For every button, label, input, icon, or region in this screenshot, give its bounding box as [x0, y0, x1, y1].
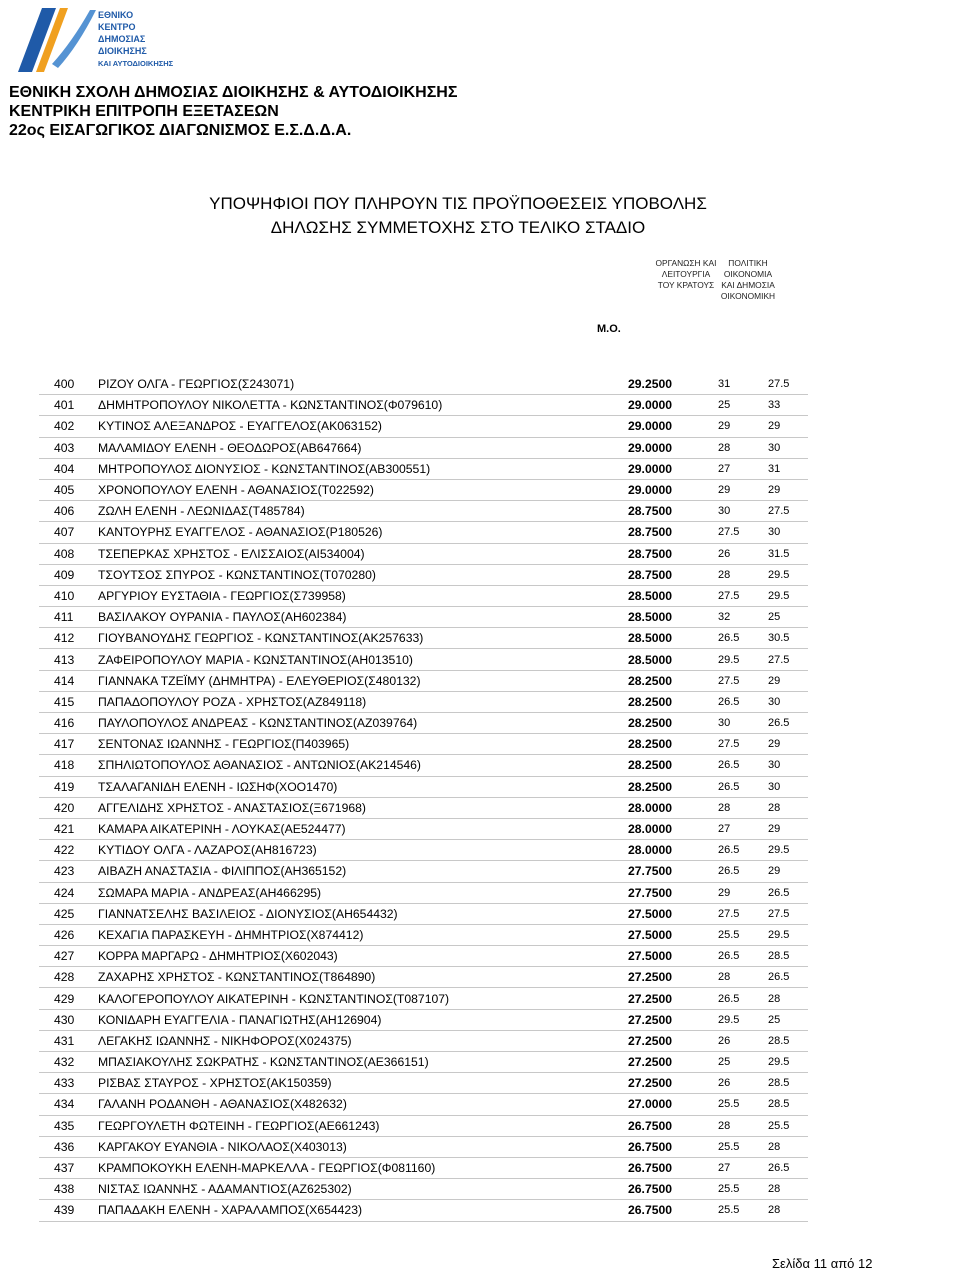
candidates-table — [39, 374, 808, 1222]
score-economics: 33 — [768, 395, 808, 416]
table-row — [39, 395, 808, 416]
row-number: 418 — [39, 755, 98, 776]
table-row — [39, 840, 808, 861]
score-economics: 29.5 — [768, 924, 808, 945]
score-organization: 28 — [718, 564, 768, 585]
score-organization: 26.5 — [718, 691, 768, 712]
table-row — [39, 479, 808, 500]
table-row — [39, 818, 808, 839]
score-economics: 28 — [768, 1200, 808, 1221]
row-number: 430 — [39, 1009, 98, 1030]
candidate-name: ΚΟΝΙΔΑΡΗ ΕΥΑΓΓΕΛΙΑ - ΠΑΝΑΓΙΩΤΗΣ(ΑΗ126904) — [98, 1009, 628, 1030]
row-number: 422 — [39, 840, 98, 861]
average-score: 28.2500 — [628, 691, 718, 712]
average-score: 28.2500 — [628, 713, 718, 734]
row-number: 405 — [39, 479, 98, 500]
table-row — [39, 988, 808, 1009]
row-number: 402 — [39, 416, 98, 437]
score-organization: 31 — [718, 374, 768, 395]
score-economics: 31.5 — [768, 543, 808, 564]
row-number: 400 — [39, 374, 98, 395]
column-header-economics: ΠΟΛΙΤΙΚΗ ΟΙΚΟΝΟΜΙΑ ΚΑΙ ΔΗΜΟΣΙΑ ΟΙΚΟΝΟΜΙΚΗ — [720, 258, 776, 301]
average-score: 26.7500 — [628, 1157, 718, 1178]
average-score: 28.7500 — [628, 564, 718, 585]
table-row — [39, 882, 808, 903]
score-organization: 28 — [718, 797, 768, 818]
candidate-name: ΜΑΛΑΜΙΔΟΥ ΕΛΕΝΗ - ΘΕΟΔΩΡΟΣ(ΑΒ647664) — [98, 437, 628, 458]
score-organization: 26 — [718, 1073, 768, 1094]
score-organization: 27.5 — [718, 522, 768, 543]
candidate-name: ΑΙΒΑΖΗ ΑΝΑΣΤΑΣΙΑ - ΦΙΛΙΠΠΟΣ(ΑΗ365152) — [98, 861, 628, 882]
row-number: 434 — [39, 1094, 98, 1115]
score-organization: 25.5 — [718, 1200, 768, 1221]
svg-text:ΚΕΝΤΡΟ: ΚΕΝΤΡΟ — [98, 22, 136, 32]
score-economics: 26.5 — [768, 713, 808, 734]
score-economics: 27.5 — [768, 649, 808, 670]
row-number: 419 — [39, 776, 98, 797]
row-number: 404 — [39, 458, 98, 479]
score-economics: 25 — [768, 1009, 808, 1030]
score-organization: 27.5 — [718, 734, 768, 755]
svg-text:ΔΗΜΟΣΙΑΣ: ΔΗΜΟΣΙΑΣ — [98, 34, 146, 44]
score-organization: 27.5 — [718, 903, 768, 924]
score-organization: 29.5 — [718, 1009, 768, 1030]
average-score: 28.2500 — [628, 734, 718, 755]
row-number: 414 — [39, 670, 98, 691]
score-economics: 25.5 — [768, 1115, 808, 1136]
score-economics: 29 — [768, 861, 808, 882]
candidate-name: ΚΡΑΜΠΟΚΟΥΚΗ ΕΛΕΝΗ-ΜΑΡΚΕΛΛΑ - ΓΕΩΡΓΙΟΣ(Φ081160) — [98, 1157, 628, 1178]
candidate-name: ΡΙΖΟΥ ΟΛΓΑ - ΓΕΩΡΓΙΟΣ(Σ243071) — [98, 374, 628, 395]
table-row — [39, 416, 808, 437]
score-economics: 28 — [768, 1136, 808, 1157]
svg-text:ΕΘΝΙΚΟ: ΕΘΝΙΚΟ — [98, 10, 134, 20]
average-score: 29.0000 — [628, 395, 718, 416]
score-organization: 25.5 — [718, 1094, 768, 1115]
candidate-name: ΣΕΝΤΟΝΑΣ ΙΩΑΝΝΗΣ - ΓΕΩΡΓΙΟΣ(Π403965) — [98, 734, 628, 755]
average-score: 27.2500 — [628, 967, 718, 988]
candidate-name: ΚΥΤΙΝΟΣ ΑΛΕΞΑΝΔΡΟΣ - ΕΥΑΓΓΕΛΟΣ(ΑΚ063152) — [98, 416, 628, 437]
table-row — [39, 734, 808, 755]
average-score: 29.0000 — [628, 479, 718, 500]
candidate-name: ΠΑΠΑΔΟΠΟΥΛΟΥ ΡΟΖΑ - ΧΡΗΣΤΟΣ(ΑΖ849118) — [98, 691, 628, 712]
score-economics: 26.5 — [768, 882, 808, 903]
score-organization: 27 — [718, 818, 768, 839]
candidate-name: ΛΕΓΑΚΗΣ ΙΩΑΝΝΗΣ - ΝΙΚΗΦΟΡΟΣ(Χ024375) — [98, 1030, 628, 1051]
score-organization: 27.5 — [718, 670, 768, 691]
score-organization: 27 — [718, 458, 768, 479]
score-organization: 26.5 — [718, 776, 768, 797]
table-row — [39, 585, 808, 606]
row-number: 427 — [39, 946, 98, 967]
row-number: 436 — [39, 1136, 98, 1157]
score-economics: 29 — [768, 416, 808, 437]
table-row — [39, 797, 808, 818]
column-header-average: Μ.Ο. — [597, 323, 621, 335]
candidate-name: ΓΙΑΝΝΑΚΑ ΤΖΕΪΜΥ (ΔΗΜΗΤΡΑ) - ΕΛΕΥΘΕΡΙΟΣ(Σ480132) — [98, 670, 628, 691]
average-score: 28.2500 — [628, 755, 718, 776]
average-score: 28.5000 — [628, 649, 718, 670]
table-row — [39, 713, 808, 734]
average-score: 27.2500 — [628, 1030, 718, 1051]
score-economics: 29.5 — [768, 564, 808, 585]
average-score: 27.2500 — [628, 1052, 718, 1073]
row-number: 408 — [39, 543, 98, 564]
candidate-name: ΚΑΡΓΑΚΟΥ ΕΥΑΝΘΙΑ - ΝΙΚΟΛΑΟΣ(Χ403013) — [98, 1136, 628, 1157]
row-number: 413 — [39, 649, 98, 670]
score-economics: 28.5 — [768, 1094, 808, 1115]
average-score: 28.5000 — [628, 607, 718, 628]
score-organization: 29 — [718, 882, 768, 903]
score-economics: 28.5 — [768, 1073, 808, 1094]
score-economics: 28 — [768, 1179, 808, 1200]
score-organization: 30 — [718, 713, 768, 734]
row-number: 429 — [39, 988, 98, 1009]
table-row — [39, 691, 808, 712]
row-number: 407 — [39, 522, 98, 543]
candidate-name: ΜΠΑΣΙΑΚΟΥΛΗΣ ΣΩΚΡΑΤΗΣ - ΚΩΝΣΤΑΝΤΙΝΟΣ(ΑΕ366151) — [98, 1052, 628, 1073]
candidate-name: ΖΑΦΕΙΡΟΠΟΥΛΟΥ ΜΑΡΙΑ - ΚΩΝΣΤΑΝΤΙΝΟΣ(ΑΗ013510) — [98, 649, 628, 670]
average-score: 28.7500 — [628, 501, 718, 522]
candidate-name: ΖΑΧΑΡΗΣ ΧΡΗΣΤΟΣ - ΚΩΝΣΤΑΝΤΙΝΟΣ(Τ864890) — [98, 967, 628, 988]
svg-text:ΔΙΟΙΚΗΣΗΣ: ΔΙΟΙΚΗΣΗΣ — [98, 46, 147, 56]
column-header-organization: ΟΡΓΑΝΩΣΗ ΚΑΙ ΛΕΙΤΟΥΡΓΙΑ ΤΟΥ ΚΡΑΤΟΥΣ — [655, 258, 717, 290]
score-organization: 28 — [718, 1115, 768, 1136]
candidate-name: ΓΙΑΝΝΑΤΣΕΛΗΣ ΒΑΣΙΛΕΙΟΣ - ΔΙΟΝΥΣΙΟΣ(ΑΗ654432) — [98, 903, 628, 924]
committee-name: ΚΕΝΤΡΙΚΗ ΕΠΙΤΡΟΠΗ ΕΞΕΤΑΣΕΩΝ — [9, 103, 279, 120]
score-economics: 29.5 — [768, 840, 808, 861]
score-organization: 29 — [718, 416, 768, 437]
candidate-name: ΓΙΟΥΒΑΝΟΥΔΗΣ ΓΕΩΡΓΙΟΣ - ΚΩΝΣΤΑΝΤΙΝΟΣ(ΑΚ257633) — [98, 628, 628, 649]
candidate-name: ΒΑΣΙΛΑΚΟΥ ΟΥΡΑΝΙΑ - ΠΑΥΛΟΣ(ΑΗ602384) — [98, 607, 628, 628]
table-row — [39, 458, 808, 479]
average-score: 28.5000 — [628, 585, 718, 606]
table-row — [39, 967, 808, 988]
table-row — [39, 1094, 808, 1115]
score-organization: 26 — [718, 543, 768, 564]
average-score: 28.2500 — [628, 670, 718, 691]
candidate-name: ΠΑΠΑΔΑΚΗ ΕΛΕΝΗ - ΧΑΡΑΛΑΜΠΟΣ(Χ654423) — [98, 1200, 628, 1221]
score-organization: 25 — [718, 1052, 768, 1073]
candidate-name: ΚΕΧΑΓΙΑ ΠΑΡΑΣΚΕΥΗ - ΔΗΜΗΤΡΙΟΣ(Χ874412) — [98, 924, 628, 945]
score-economics: 28 — [768, 988, 808, 1009]
average-score: 27.7500 — [628, 861, 718, 882]
candidate-name: ΤΣΕΠΕΡΚΑΣ ΧΡΗΣΤΟΣ - ΕΛΙΣΣΑΙΟΣ(ΑΙ534004) — [98, 543, 628, 564]
table-row — [39, 374, 808, 395]
row-number: 409 — [39, 564, 98, 585]
score-organization: 25.5 — [718, 1179, 768, 1200]
table-row — [39, 607, 808, 628]
score-economics: 26.5 — [768, 967, 808, 988]
candidate-name: ΑΡΓΥΡΙΟΥ ΕΥΣΤΑΘΙΑ - ΓΕΩΡΓΙΟΣ(Σ739958) — [98, 585, 628, 606]
row-number: 431 — [39, 1030, 98, 1051]
average-score: 27.2500 — [628, 1009, 718, 1030]
table-row — [39, 776, 808, 797]
table-row — [39, 924, 808, 945]
candidate-name: ΤΣΑΛΑΓΑΝΙΔΗ ΕΛΕΝΗ - ΙΩΣΗΦ(ΧΟΟ1470) — [98, 776, 628, 797]
school-name: ΕΘΝΙΚΗ ΣΧΟΛΗ ΔΗΜΟΣΙΑΣ ΔΙΟΙΚΗΣΗΣ & ΑΥΤΟΔΙΟΙΚΗΣΗΣ — [9, 84, 458, 101]
score-economics: 30 — [768, 437, 808, 458]
score-organization: 25 — [718, 395, 768, 416]
table-row — [39, 946, 808, 967]
score-organization: 27 — [718, 1157, 768, 1178]
score-organization: 26.5 — [718, 755, 768, 776]
row-number: 423 — [39, 861, 98, 882]
score-organization: 28 — [718, 437, 768, 458]
row-number: 416 — [39, 713, 98, 734]
score-organization: 32 — [718, 607, 768, 628]
average-score: 27.5000 — [628, 903, 718, 924]
table-row — [39, 522, 808, 543]
average-score: 27.5000 — [628, 924, 718, 945]
table-row — [39, 1073, 808, 1094]
average-score: 27.2500 — [628, 988, 718, 1009]
row-number: 401 — [39, 395, 98, 416]
average-score: 26.7500 — [628, 1179, 718, 1200]
eked-logo — [12, 2, 177, 78]
row-number: 410 — [39, 585, 98, 606]
table-row — [39, 501, 808, 522]
table-row — [39, 755, 808, 776]
table-row — [39, 1052, 808, 1073]
row-number: 439 — [39, 1200, 98, 1221]
row-number: 415 — [39, 691, 98, 712]
average-score: 29.0000 — [628, 458, 718, 479]
score-economics: 29 — [768, 734, 808, 755]
page-number: Σελίδα 11 από 12 — [772, 1256, 873, 1271]
score-economics: 28 — [768, 797, 808, 818]
average-score: 27.7500 — [628, 882, 718, 903]
average-score: 29.2500 — [628, 374, 718, 395]
average-score: 28.2500 — [628, 776, 718, 797]
score-organization: 30 — [718, 501, 768, 522]
average-score: 27.0000 — [628, 1094, 718, 1115]
svg-text:ΚΑΙ ΑΥΤΟΔΙΟΙΚΗΣΗΣ: ΚΑΙ ΑΥΤΟΔΙΟΙΚΗΣΗΣ — [98, 59, 174, 68]
average-score: 28.0000 — [628, 840, 718, 861]
page-title-line2: ΔΗΛΩΣΗΣ ΣΥΜΜΕΤΟΧΗΣ ΣΤΟ ΤΕΛΙΚΟ ΣΤΑΔΙΟ — [270, 218, 646, 237]
exam-name: 22ος ΕΙΣΑΓΩΓΙΚΟΣ ΔΙΑΓΩΝΙΣΜΟΣ Ε.Σ.Δ.Δ.Α. — [9, 122, 352, 139]
candidate-name: ΚΟΡΡΑ ΜΑΡΓΑΡΩ - ΔΗΜΗΤΡΙΟΣ(Χ602043) — [98, 946, 628, 967]
table-row — [39, 628, 808, 649]
score-organization: 26.5 — [718, 861, 768, 882]
table-row — [39, 543, 808, 564]
table-row — [39, 1115, 808, 1136]
score-economics: 27.5 — [768, 374, 808, 395]
candidate-name: ΝΙΣΤΑΣ ΙΩΑΝΝΗΣ - ΑΔΑΜΑΝΤΙΟΣ(ΑΖ625302) — [98, 1179, 628, 1200]
score-organization: 26.5 — [718, 628, 768, 649]
table-row — [39, 564, 808, 585]
row-number: 432 — [39, 1052, 98, 1073]
row-number: 406 — [39, 501, 98, 522]
table-row — [39, 1157, 808, 1178]
score-organization: 25.5 — [718, 924, 768, 945]
average-score: 27.2500 — [628, 1073, 718, 1094]
average-score: 26.7500 — [628, 1136, 718, 1157]
candidate-name: ΣΩΜΑΡΑ ΜΑΡΙΑ - ΑΝΔΡΕΑΣ(ΑΗ466295) — [98, 882, 628, 903]
row-number: 424 — [39, 882, 98, 903]
table-row — [39, 861, 808, 882]
score-organization: 29.5 — [718, 649, 768, 670]
table-row — [39, 1136, 808, 1157]
candidate-name: ΚΑΜΑΡΑ ΑΙΚΑΤΕΡΙΝΗ - ΛΟΥΚΑΣ(ΑΕ524477) — [98, 818, 628, 839]
candidate-name: ΤΣΟΥΤΣΟΣ ΣΠΥΡΟΣ - ΚΩΝΣΤΑΝΤΙΝΟΣ(Τ070280) — [98, 564, 628, 585]
row-number: 421 — [39, 818, 98, 839]
score-economics: 30 — [768, 522, 808, 543]
candidate-name: ΚΑΝΤΟΥΡΗΣ ΕΥΑΓΓΕΛΟΣ - ΑΘΑΝΑΣΙΟΣ(Ρ180526) — [98, 522, 628, 543]
score-organization: 26.5 — [718, 946, 768, 967]
row-number: 438 — [39, 1179, 98, 1200]
candidate-name: ΓΑΛΑΝΗ ΡΟΔΑΝΘΗ - ΑΘΑΝΑΣΙΟΣ(Χ482632) — [98, 1094, 628, 1115]
score-economics: 27.5 — [768, 501, 808, 522]
row-number: 411 — [39, 607, 98, 628]
score-economics: 25 — [768, 607, 808, 628]
average-score: 29.0000 — [628, 416, 718, 437]
candidate-name: ΚΥΤΙΔΟΥ ΟΛΓΑ - ΛΑΖΑΡΟΣ(ΑΗ816723) — [98, 840, 628, 861]
candidate-name: ΣΠΗΛΙΩΤΟΠΟΥΛΟΣ ΑΘΑΝΑΣΙΟΣ - ΑΝΤΩΝΙΟΣ(ΑΚ214546) — [98, 755, 628, 776]
row-number: 435 — [39, 1115, 98, 1136]
score-organization: 26.5 — [718, 988, 768, 1009]
average-score: 29.0000 — [628, 437, 718, 458]
page-title-line1: ΥΠΟΨΗΦΙΟΙ ΠΟΥ ΠΛΗΡΟΥΝ ΤΙΣ ΠΡΟΫΠΟΘΕΣΕΙΣ ΥΠΟΒΟΛΗΣ — [209, 194, 707, 213]
candidate-name: ΚΑΛΟΓΕΡΟΠΟΥΛΟΥ ΑΙΚΑΤΕΡΙΝΗ - ΚΩΝΣΤΑΝΤΙΝΟΣ(Τ087107) — [98, 988, 628, 1009]
average-score: 28.5000 — [628, 628, 718, 649]
candidate-name: ΠΑΥΛΟΠΟΥΛΟΣ ΑΝΔΡΕΑΣ - ΚΩΝΣΤΑΝΤΙΝΟΣ(ΑΖ039764) — [98, 713, 628, 734]
score-economics: 29.5 — [768, 1052, 808, 1073]
candidate-name: ΖΩΛΗ ΕΛΕΝΗ - ΛΕΩΝΙΔΑΣ(Τ485784) — [98, 501, 628, 522]
score-organization: 25.5 — [718, 1136, 768, 1157]
score-organization: 26.5 — [718, 840, 768, 861]
row-number: 426 — [39, 924, 98, 945]
table-row — [39, 1200, 808, 1221]
candidate-name: ΔΗΜΗΤΡΟΠΟΥΛΟΥ ΝΙΚΟΛΕΤΤΑ - ΚΩΝΣΤΑΝΤΙΝΟΣ(Φ079610) — [98, 395, 628, 416]
score-economics: 28.5 — [768, 1030, 808, 1051]
average-score: 27.5000 — [628, 946, 718, 967]
score-economics: 28.5 — [768, 946, 808, 967]
table-row — [39, 903, 808, 924]
score-economics: 31 — [768, 458, 808, 479]
score-economics: 30 — [768, 776, 808, 797]
score-organization: 27.5 — [718, 585, 768, 606]
row-number: 417 — [39, 734, 98, 755]
table-row — [39, 670, 808, 691]
row-number: 412 — [39, 628, 98, 649]
candidate-name: ΜΗΤΡΟΠΟΥΛΟΣ ΔΙΟΝΥΣΙΟΣ - ΚΩΝΣΤΑΝΤΙΝΟΣ(ΑΒ300551) — [98, 458, 628, 479]
average-score: 28.7500 — [628, 543, 718, 564]
average-score: 26.7500 — [628, 1200, 718, 1221]
score-economics: 29 — [768, 479, 808, 500]
score-economics: 29 — [768, 670, 808, 691]
score-organization: 26 — [718, 1030, 768, 1051]
table-row — [39, 1179, 808, 1200]
table-row — [39, 1009, 808, 1030]
row-number: 403 — [39, 437, 98, 458]
score-economics: 30 — [768, 691, 808, 712]
row-number: 425 — [39, 903, 98, 924]
candidate-name: ΡΙΣΒΑΣ ΣΤΑΥΡΟΣ - ΧΡΗΣΤΟΣ(ΑΚ150359) — [98, 1073, 628, 1094]
score-economics: 30.5 — [768, 628, 808, 649]
candidate-name: ΓΕΩΡΓΟΥΛΕΤΗ ΦΩΤΕΙΝΗ - ΓΕΩΡΓΙΟΣ(ΑΕ661243) — [98, 1115, 628, 1136]
score-economics: 30 — [768, 755, 808, 776]
average-score: 28.7500 — [628, 522, 718, 543]
table-row — [39, 649, 808, 670]
score-economics: 29 — [768, 818, 808, 839]
candidate-name: ΑΓΓΕΛΙΔΗΣ ΧΡΗΣΤΟΣ - ΑΝΑΣΤΑΣΙΟΣ(Ξ671968) — [98, 797, 628, 818]
average-score: 28.0000 — [628, 797, 718, 818]
score-organization: 29 — [718, 479, 768, 500]
average-score: 28.0000 — [628, 818, 718, 839]
row-number: 428 — [39, 967, 98, 988]
score-economics: 26.5 — [768, 1157, 808, 1178]
score-economics: 27.5 — [768, 903, 808, 924]
row-number: 420 — [39, 797, 98, 818]
average-score: 26.7500 — [628, 1115, 718, 1136]
row-number: 433 — [39, 1073, 98, 1094]
row-number: 437 — [39, 1157, 98, 1178]
candidate-name: ΧΡΟΝΟΠΟΥΛΟΥ ΕΛΕΝΗ - ΑΘΑΝΑΣΙΟΣ(Τ022592) — [98, 479, 628, 500]
score-economics: 29.5 — [768, 585, 808, 606]
score-organization: 28 — [718, 967, 768, 988]
table-row — [39, 1030, 808, 1051]
table-row — [39, 437, 808, 458]
